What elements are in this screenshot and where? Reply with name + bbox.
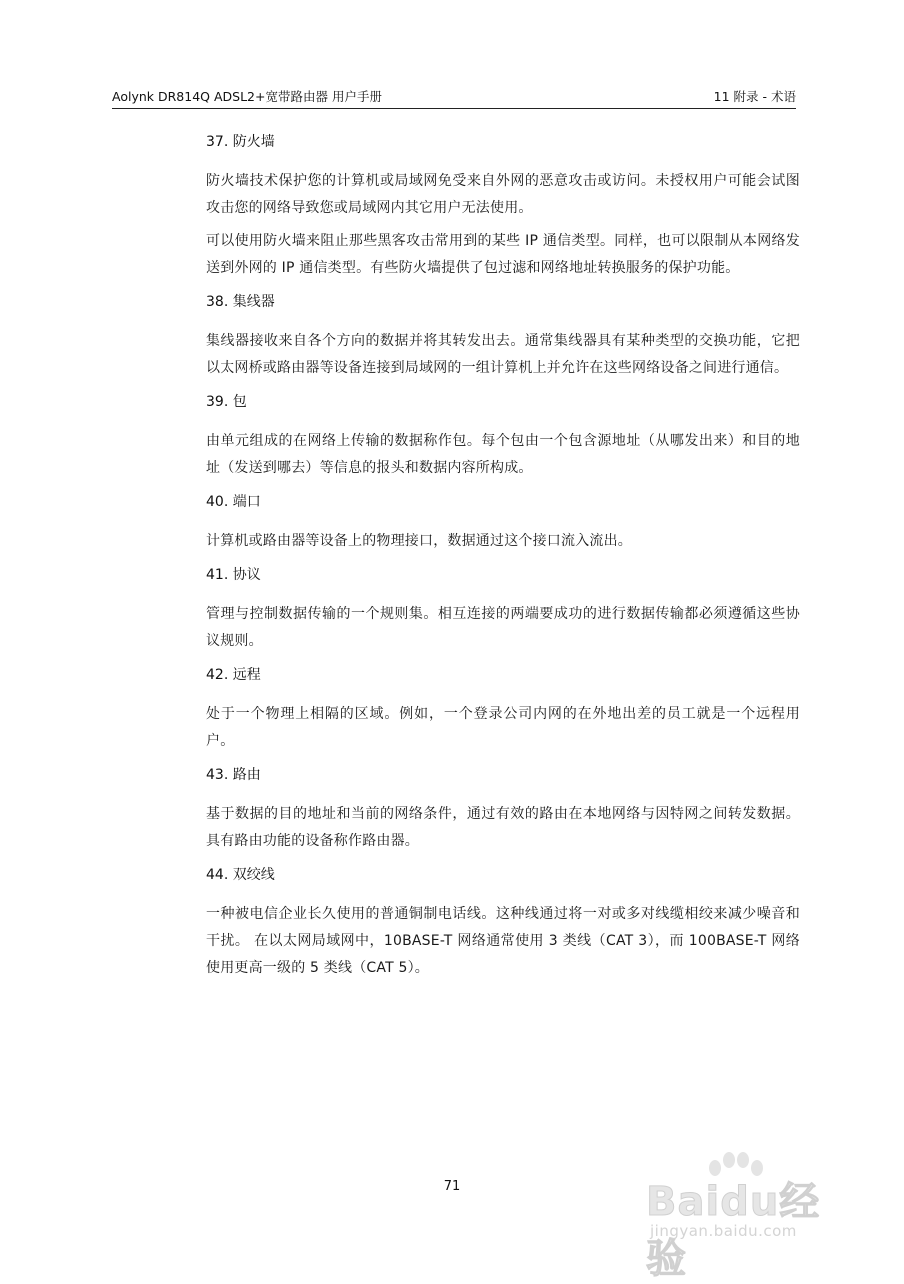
paragraph: 管理与控制数据传输的一个规则集。相互连接的两端要成功的进行数据传输都必须遵循这些协议规则。 bbox=[206, 606, 800, 649]
paragraph: 由单元组成的在网络上传输的数据称作包。每个包由一个包含源地址（从哪发出来）和目的地址（发送到哪去）等信息的报头和数据内容所构成。 bbox=[206, 433, 800, 476]
page-header bbox=[112, 83, 796, 109]
section-hub bbox=[206, 292, 800, 382]
page-content bbox=[206, 132, 800, 988]
page-number: 71 bbox=[443, 1179, 461, 1194]
section-title: 41. 协议 bbox=[206, 567, 261, 583]
paragraph: 计算机或路由器等设备上的物理接口，数据通过这个接口流入流出。 bbox=[206, 533, 632, 549]
paragraph: 一种被电信企业长久使用的普通铜制电话线。这种线通过将一对或多对线缆相绞来减少噪音和干扰。 在以太网局域网中，10BASE-T 网络通常使用 3 类线（CAT 3），而 100BASE-T 网络使用更高一级的 5 类线（CAT 5）。 bbox=[206, 906, 800, 976]
watermark-url: jingyan.baidu.com bbox=[650, 1222, 797, 1240]
section-remote bbox=[206, 665, 800, 755]
section-twisted-pair bbox=[206, 865, 800, 982]
watermark-brand: Baidu经验 bbox=[646, 1179, 821, 1282]
section-title: 40. 端口 bbox=[206, 494, 261, 510]
paragraph: 基于数据的目的地址和当前的网络条件，通过有效的路由在本地网络与因特网之间转发数据。具有路由功能的设备称作路由器。 bbox=[206, 806, 800, 849]
section-routing bbox=[206, 765, 800, 855]
section-firewall bbox=[206, 132, 800, 282]
section-packet bbox=[206, 392, 800, 482]
paragraph: 可以使用防火墙来阻止那些黑客攻击常用到的某些 IP 通信类型。同样，也可以限制从本网络发送到外网的 IP 通信类型。有些防火墙提供了包过滤和网络地址转换服务的保护功能。 bbox=[206, 233, 800, 276]
section-port bbox=[206, 492, 800, 555]
section-title: 38. 集线器 bbox=[206, 294, 275, 310]
header-title: Aolynk DR814Q ADSL2+宽带路由器 用户手册 bbox=[112, 89, 382, 104]
section-title: 44. 双绞线 bbox=[206, 867, 275, 883]
section-protocol bbox=[206, 565, 800, 655]
section-title: 42. 远程 bbox=[206, 667, 261, 683]
paragraph: 集线器接收来自各个方向的数据并将其转发出去。通常集线器具有某种类型的交换功能，它把以太网桥或路由器等设备连接到局域网的一组计算机上并允许在这些网络设备之间进行通信。 bbox=[206, 333, 800, 376]
section-title: 43. 路由 bbox=[206, 767, 261, 783]
section-title: 37. 防火墙 bbox=[206, 134, 275, 150]
baidu-watermark bbox=[640, 1152, 852, 1282]
section-title: 39. 包 bbox=[206, 394, 247, 410]
header-rule bbox=[112, 108, 796, 109]
header-chapter: 11 附录 - 术语 bbox=[713, 89, 796, 104]
paragraph: 防火墙技术保护您的计算机或局域网免受来自外网的恶意攻击或访问。未授权用户可能会试图攻击您的网络导致您或局域网内其它用户无法使用。 bbox=[206, 173, 800, 216]
paragraph: 处于一个物理上相隔的区域。例如，一个登录公司内网的在外地出差的员工就是一个远程用户。 bbox=[206, 706, 800, 749]
